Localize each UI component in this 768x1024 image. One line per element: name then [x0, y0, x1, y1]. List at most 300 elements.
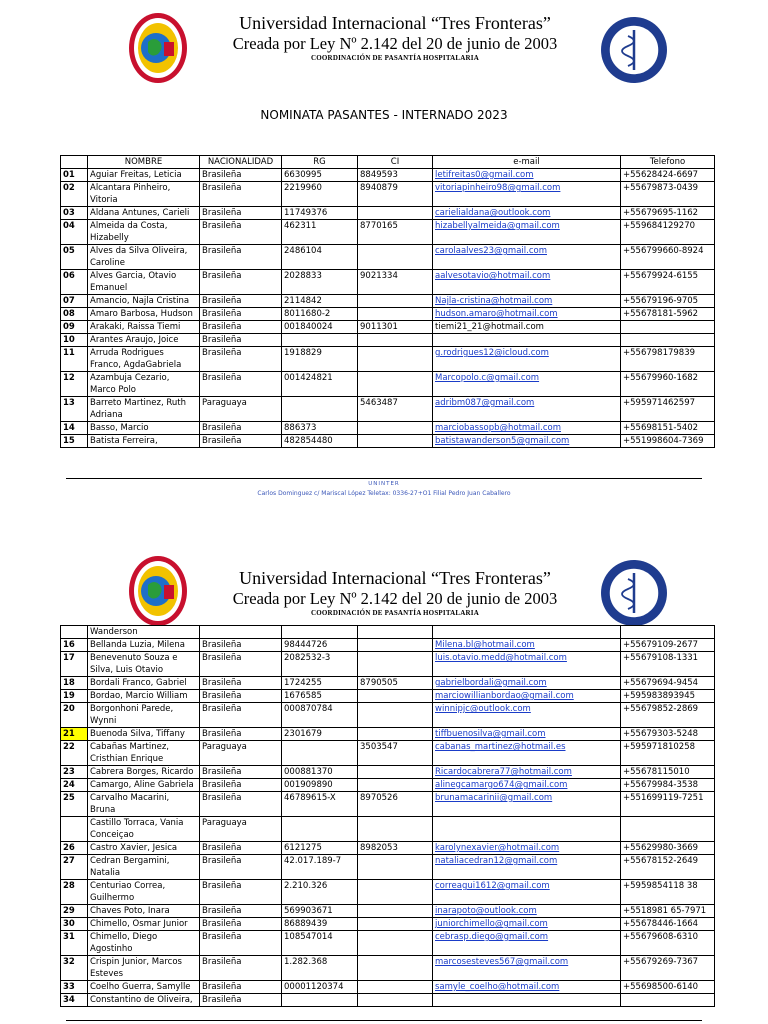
- nationality: Brasileña: [200, 792, 282, 817]
- email-link[interactable]: adribm087@gmail.com: [433, 397, 621, 422]
- row-number: 05: [61, 245, 88, 270]
- rg-number: [282, 626, 358, 639]
- phone-number: +595983893945: [621, 690, 715, 703]
- row-number: 33: [61, 981, 88, 994]
- ci-number: [358, 372, 433, 397]
- email-link[interactable]: tiemi21_21@hotmail.com: [433, 321, 621, 334]
- email-link[interactable]: cebrasp.diego@gmail.com: [433, 931, 621, 956]
- row-number: 30: [61, 918, 88, 931]
- intern-name: Bellanda Luzia, Milena: [88, 639, 200, 652]
- intern-name: Alves da Silva Oliveira, Caroline: [88, 245, 200, 270]
- ci-number: [358, 295, 433, 308]
- rg-number: 001424821: [282, 372, 358, 397]
- row-number: 15: [61, 435, 88, 448]
- intern-name: Chimello, Diego Agostinho: [88, 931, 200, 956]
- email-link[interactable]: letifreitas0@gmail.com: [433, 169, 621, 182]
- nationality: Brasileña: [200, 639, 282, 652]
- rg-number: 108547014: [282, 931, 358, 956]
- rg-number: 1724255: [282, 677, 358, 690]
- intern-name: Amancio, Najla Cristina: [88, 295, 200, 308]
- rg-number: 11749376: [282, 207, 358, 220]
- rg-number: 569903671: [282, 905, 358, 918]
- intern-name: Aguiar Freitas, Leticia: [88, 169, 200, 182]
- nationality: Brasileña: [200, 321, 282, 334]
- phone-number: +55679694-9454: [621, 677, 715, 690]
- footer-org: UNINTER: [368, 481, 400, 487]
- nationality: Brasileña: [200, 918, 282, 931]
- email-link[interactable]: hudson.amaro@hotmail.com: [433, 308, 621, 321]
- table-row: [61, 245, 715, 270]
- ci-number: [358, 956, 433, 981]
- ci-number: 8940879: [358, 182, 433, 207]
- table-row: [61, 779, 715, 792]
- email-link[interactable]: Najla-cristina@hotmail.com: [433, 295, 621, 308]
- intern-name: Basso, Marcio: [88, 422, 200, 435]
- email-link[interactable]: brunamacarinii@gmail.com: [433, 792, 621, 817]
- rg-number: 2028833: [282, 270, 358, 295]
- phone-number: +55679695-1162: [621, 207, 715, 220]
- ci-number: [358, 690, 433, 703]
- phone-number: +55679303-5248: [621, 728, 715, 741]
- email-link[interactable]: correagui1612@gmail.com: [433, 880, 621, 905]
- table-row: [61, 690, 715, 703]
- email-link[interactable]: aalvesotavio@hotmail.com: [433, 270, 621, 295]
- email-link: [433, 817, 621, 842]
- nationality: Brasileña: [200, 270, 282, 295]
- phone-number: +55679196-9705: [621, 295, 715, 308]
- nationality: Brasileña: [200, 169, 282, 182]
- rg-number: 2.210.326: [282, 880, 358, 905]
- row-number: 14: [61, 422, 88, 435]
- phone-number: +55679852-2869: [621, 703, 715, 728]
- email-link[interactable]: marciobassopb@hotmail.com: [433, 422, 621, 435]
- email-link[interactable]: winnipjc@outlook.com: [433, 703, 621, 728]
- medical-seal-logo: [600, 16, 668, 84]
- rg-number: 1.282.368: [282, 956, 358, 981]
- phone-number: +55628424-6697: [621, 169, 715, 182]
- phone-number: +5959854118 38: [621, 880, 715, 905]
- ci-number: [358, 817, 433, 842]
- nationality: Paraguaya: [200, 397, 282, 422]
- medical-seal-logo: [600, 559, 668, 627]
- phone-number: +55679608-6310: [621, 931, 715, 956]
- row-number: 32: [61, 956, 88, 981]
- row-number: 17: [61, 652, 88, 677]
- ci-number: [358, 308, 433, 321]
- creation-law: Creada por Ley Nº 2.142 del 20 de junio de 2003: [232, 589, 558, 608]
- table-row: [61, 728, 715, 741]
- intern-name: Batista Ferreira,: [88, 435, 200, 448]
- intern-name: Alcantara Pinheiro, Vitoria: [88, 182, 200, 207]
- row-number: 34: [61, 994, 88, 1007]
- table-row: [61, 766, 715, 779]
- email-link[interactable]: karolynexavier@hotmail.com: [433, 842, 621, 855]
- table-row: [61, 347, 715, 372]
- email-link[interactable]: inarapoto@outlook.com: [433, 905, 621, 918]
- phone-number: [621, 817, 715, 842]
- rg-number: [282, 741, 358, 766]
- intern-name: Barreto Martinez, Ruth Adriana: [88, 397, 200, 422]
- ci-number: [358, 905, 433, 918]
- nationality: Brasileña: [200, 855, 282, 880]
- ci-number: [358, 435, 433, 448]
- row-number: 11: [61, 347, 88, 372]
- row-number: 10: [61, 334, 88, 347]
- rg-number: 482854480: [282, 435, 358, 448]
- rg-number: [282, 397, 358, 422]
- table-row: [61, 956, 715, 981]
- intern-name: Chaves Poto, Inara: [88, 905, 200, 918]
- header-block-page-2: [200, 567, 590, 618]
- table-row: [61, 905, 715, 918]
- col-header-nationality: NACIONALIDAD: [200, 156, 282, 169]
- table-row: [61, 855, 715, 880]
- table-row: [61, 422, 715, 435]
- phone-number: +55698500-6140: [621, 981, 715, 994]
- phone-number: [621, 321, 715, 334]
- ci-number: [358, 880, 433, 905]
- nationality: [200, 626, 282, 639]
- email-link[interactable]: hizabellyalmeida@gmail.com: [433, 220, 621, 245]
- phone-number: +559684129270: [621, 220, 715, 245]
- ci-number: 9011301: [358, 321, 433, 334]
- row-number: 25: [61, 792, 88, 817]
- nationality: Brasileña: [200, 295, 282, 308]
- email-link: [433, 334, 621, 347]
- coordination-label: COORDINACIÓN DE PASANTÍA HOSPITALARIA: [311, 609, 479, 617]
- rg-number: 2486104: [282, 245, 358, 270]
- table-row: [61, 880, 715, 905]
- nationality: Paraguaya: [200, 741, 282, 766]
- rg-number: 886373: [282, 422, 358, 435]
- row-number: 21: [61, 728, 88, 741]
- email-link[interactable]: tiffbuenosilva@gmail.com: [433, 728, 621, 741]
- row-number: 24: [61, 779, 88, 792]
- intern-name: Arantes Araujo, Joice: [88, 334, 200, 347]
- rg-number: 46789615-X: [282, 792, 358, 817]
- col-header-name: NOMBRE: [88, 156, 200, 169]
- email-link[interactable]: Marcopolo.c@gmail.com: [433, 372, 621, 397]
- email-link[interactable]: cabanas_martinez@hotmail.es: [433, 741, 621, 766]
- row-number: 29: [61, 905, 88, 918]
- ci-number: [358, 931, 433, 956]
- nationality: Brasileña: [200, 245, 282, 270]
- ci-number: [358, 728, 433, 741]
- coordination-label: COORDINACIÓN DE PASANTÍA HOSPITALARIA: [311, 54, 479, 62]
- phone-number: +55679924-6155: [621, 270, 715, 295]
- ci-number: [358, 766, 433, 779]
- row-number: 06: [61, 270, 88, 295]
- table-row: [61, 817, 715, 842]
- intern-name: Carvalho Macarini, Bruna: [88, 792, 200, 817]
- nationality: Brasileña: [200, 905, 282, 918]
- ci-number: [358, 779, 433, 792]
- nationality: Brasileña: [200, 931, 282, 956]
- nationality: Brasileña: [200, 880, 282, 905]
- row-number: [61, 626, 88, 639]
- rg-number: 2082532-3: [282, 652, 358, 677]
- rg-number: 000870784: [282, 703, 358, 728]
- phone-number: +55698151-5402: [621, 422, 715, 435]
- ci-number: [358, 422, 433, 435]
- nationality: Brasileña: [200, 308, 282, 321]
- page-bottom-divider: [66, 1020, 702, 1021]
- col-header-number: [61, 156, 88, 169]
- nationality: Brasileña: [200, 690, 282, 703]
- intern-name: Benevenuto Souza e Silva, Luis Otavio: [88, 652, 200, 677]
- table-row: [61, 703, 715, 728]
- intern-name: Cabañas Martinez, Cristhian Enrique: [88, 741, 200, 766]
- intern-name: Bordali Franco, Gabriel: [88, 677, 200, 690]
- row-number: 16: [61, 639, 88, 652]
- col-header-phone: Telefono: [621, 156, 715, 169]
- row-number: 28: [61, 880, 88, 905]
- email-link[interactable]: g.rodrigues12@icloud.com: [433, 347, 621, 372]
- row-number: 08: [61, 308, 88, 321]
- row-number: 07: [61, 295, 88, 308]
- rg-number: 8011680-2: [282, 308, 358, 321]
- nationality: Brasileña: [200, 334, 282, 347]
- email-link[interactable]: marcosesteves567@gmail.com: [433, 956, 621, 981]
- row-number: [61, 817, 88, 842]
- nationality: Brasileña: [200, 981, 282, 994]
- row-number: 22: [61, 741, 88, 766]
- rg-number: 001840024: [282, 321, 358, 334]
- nationality: Brasileña: [200, 372, 282, 397]
- table-row: [61, 220, 715, 245]
- ci-number: [358, 347, 433, 372]
- email-link[interactable]: marciowillianbordao@gmail.com: [433, 690, 621, 703]
- phone-number: +556799660-8924: [621, 245, 715, 270]
- table-row: [61, 397, 715, 422]
- email-link[interactable]: Ricardocabrera77@hotmail.com: [433, 766, 621, 779]
- rg-number: 2219960: [282, 182, 358, 207]
- phone-number: +55679108-1331: [621, 652, 715, 677]
- phone-number: +55678181-5962: [621, 308, 715, 321]
- rg-number: 462311: [282, 220, 358, 245]
- intern-name: Almeida da Costa, Hizabelly: [88, 220, 200, 245]
- row-number: 01: [61, 169, 88, 182]
- email-link[interactable]: gabrielbordali@gmail.com: [433, 677, 621, 690]
- rg-number: 1676585: [282, 690, 358, 703]
- email-link[interactable]: vitoriapinheiro98@gmail.com: [433, 182, 621, 207]
- phone-number: +551998604-7369: [621, 435, 715, 448]
- row-number: 13: [61, 397, 88, 422]
- ci-number: 8982053: [358, 842, 433, 855]
- email-link[interactable]: carielialdana@outlook.com: [433, 207, 621, 220]
- creation-law: Creada por Ley Nº 2.142 del 20 de junio de 2003: [232, 34, 558, 53]
- ci-number: [358, 703, 433, 728]
- intern-name: Arakaki, Raissa Tiemi: [88, 321, 200, 334]
- phone-number: [621, 626, 715, 639]
- row-number: 12: [61, 372, 88, 397]
- intern-name: Cedran Bergamini, Natalia: [88, 855, 200, 880]
- rg-number: 001909890: [282, 779, 358, 792]
- table-row: [61, 931, 715, 956]
- table-row: [61, 270, 715, 295]
- nationality: Brasileña: [200, 220, 282, 245]
- table-row: [61, 334, 715, 347]
- row-number: 26: [61, 842, 88, 855]
- phone-number: +55679960-1682: [621, 372, 715, 397]
- table-row: [61, 918, 715, 931]
- nationality: Brasileña: [200, 994, 282, 1007]
- table-row: [61, 372, 715, 397]
- nationality: Brasileña: [200, 207, 282, 220]
- col-header-ci: CI: [358, 156, 433, 169]
- intern-name: Castro Xavier, Jesica: [88, 842, 200, 855]
- table-row: [61, 842, 715, 855]
- intern-name: Borgonhoni Parede, Wynni: [88, 703, 200, 728]
- table-row: [61, 741, 715, 766]
- email-link[interactable]: carolaalves23@gmail.com: [433, 245, 621, 270]
- intern-name: Alves Garcia, Otavio Emanuel: [88, 270, 200, 295]
- ci-number: 5463487: [358, 397, 433, 422]
- email-link: [433, 626, 621, 639]
- phone-number: +55679984-3538: [621, 779, 715, 792]
- ci-number: 8849593: [358, 169, 433, 182]
- phone-number: +5518981 65-7971: [621, 905, 715, 918]
- intern-name: Constantino de Oliveira,: [88, 994, 200, 1007]
- nationality: Brasileña: [200, 435, 282, 448]
- phone-number: +55678152-2649: [621, 855, 715, 880]
- rg-number: 6630995: [282, 169, 358, 182]
- intern-name: Coelho Guerra, Samylle: [88, 981, 200, 994]
- header-block: [200, 12, 590, 63]
- intern-name: Chimello, Osmar Junior: [88, 918, 200, 931]
- rg-number: [282, 334, 358, 347]
- intern-name: Castillo Torraca, Vania Conceiçao: [88, 817, 200, 842]
- university-name: Universidad Internacional “Tres Fronteras”: [239, 568, 551, 588]
- ci-number: 8770165: [358, 220, 433, 245]
- rg-number: 6121275: [282, 842, 358, 855]
- email-link[interactable]: luis.otavio.medd@hotmail.com: [433, 652, 621, 677]
- ci-number: [358, 994, 433, 1007]
- university-seal-logo: [128, 12, 188, 84]
- nationality: Brasileña: [200, 728, 282, 741]
- nationality: Brasileña: [200, 677, 282, 690]
- intern-name: Azambuja Cezario, Marco Polo: [88, 372, 200, 397]
- rg-number: 98444726: [282, 639, 358, 652]
- nationality: Brasileña: [200, 779, 282, 792]
- interns-table-page-2: [60, 625, 715, 1007]
- ci-number: [358, 207, 433, 220]
- row-number: 18: [61, 677, 88, 690]
- ci-number: [358, 639, 433, 652]
- ci-number: 9021334: [358, 270, 433, 295]
- rg-number: [282, 817, 358, 842]
- email-link: [433, 994, 621, 1007]
- table-row: [61, 981, 715, 994]
- email-link[interactable]: alinegcamargo674@gmail.com: [433, 779, 621, 792]
- footer-address: Carlos Dominguez c/ Mariscal López Teletax: 0336-27+O1 Filial Pedro Juan Caballero: [257, 490, 511, 497]
- university-name: Universidad Internacional “Tres Fronteras”: [239, 13, 551, 33]
- table-row: [61, 169, 715, 182]
- ci-number: [358, 245, 433, 270]
- intern-name: Buenoda Silva, Tiffany: [88, 728, 200, 741]
- phone-number: +55678446-1664: [621, 918, 715, 931]
- intern-name: Arruda Rodrigues Franco, AgdaGabriela: [88, 347, 200, 372]
- intern-name: Cabrera Borges, Ricardo: [88, 766, 200, 779]
- intern-name: Centuriao Correa, Guilhermo: [88, 880, 200, 905]
- document-title: NOMINATA PASANTES - INTERNADO 2023: [260, 108, 508, 122]
- intern-name: Camargo, Aline Gabriela: [88, 779, 200, 792]
- table-row: [61, 994, 715, 1007]
- row-number: 04: [61, 220, 88, 245]
- row-number: 20: [61, 703, 88, 728]
- email-link[interactable]: samyle_coelho@hotmail.com: [433, 981, 621, 994]
- phone-number: +595971462597: [621, 397, 715, 422]
- university-seal-logo: [128, 555, 188, 627]
- phone-number: +551699119-7251: [621, 792, 715, 817]
- table-row: [61, 677, 715, 690]
- ci-number: [358, 918, 433, 931]
- interns-table-page-1: [60, 155, 715, 448]
- rg-number: 00001120374: [282, 981, 358, 994]
- row-number: 27: [61, 855, 88, 880]
- footer-divider: [66, 478, 702, 479]
- col-header-email: e-mail: [433, 156, 621, 169]
- intern-name: Bordao, Marcio William: [88, 690, 200, 703]
- nationality: Brasileña: [200, 182, 282, 207]
- table-row: [61, 435, 715, 448]
- rg-number: [282, 994, 358, 1007]
- phone-number: +55679873-0439: [621, 182, 715, 207]
- email-link[interactable]: Milena.bl@hotmail.com: [433, 639, 621, 652]
- ci-number: [358, 334, 433, 347]
- rg-number: 2114842: [282, 295, 358, 308]
- row-number: 03: [61, 207, 88, 220]
- email-link[interactable]: juniorchimello@gmail.com: [433, 918, 621, 931]
- phone-number: +595971810258: [621, 741, 715, 766]
- row-number: 31: [61, 931, 88, 956]
- nationality: Brasileña: [200, 703, 282, 728]
- email-link[interactable]: nataliacedran12@gmail.com: [433, 855, 621, 880]
- nationality: Paraguaya: [200, 817, 282, 842]
- ci-number: 3503547: [358, 741, 433, 766]
- table-row: [61, 182, 715, 207]
- phone-number: +55678115010: [621, 766, 715, 779]
- table-row: [61, 321, 715, 334]
- intern-name: Amaro Barbosa, Hudson: [88, 308, 200, 321]
- row-number: 09: [61, 321, 88, 334]
- nationality: Brasileña: [200, 766, 282, 779]
- nationality: Brasileña: [200, 956, 282, 981]
- ci-number: [358, 652, 433, 677]
- rg-number: 000881370: [282, 766, 358, 779]
- table-row: [61, 639, 715, 652]
- rg-number: 1918829: [282, 347, 358, 372]
- phone-number: +55679109-2677: [621, 639, 715, 652]
- table-row: [61, 207, 715, 220]
- rg-number: 86889439: [282, 918, 358, 931]
- ci-number: 8790505: [358, 677, 433, 690]
- ci-number: [358, 626, 433, 639]
- table-row: [61, 308, 715, 321]
- intern-name: Aldana Antunes, Carieli: [88, 207, 200, 220]
- phone-number: +556798179839: [621, 347, 715, 372]
- table-row: [61, 652, 715, 677]
- intern-name: Crispin Junior, Marcos Esteves: [88, 956, 200, 981]
- email-link[interactable]: batistawanderson5@gmail.com: [433, 435, 621, 448]
- rg-number: 42.017.189-7: [282, 855, 358, 880]
- ci-number: [358, 981, 433, 994]
- rg-number: 2301679: [282, 728, 358, 741]
- table-header-row: [61, 156, 715, 169]
- phone-number: [621, 334, 715, 347]
- intern-name: Wanderson: [88, 626, 200, 639]
- table-row: [61, 295, 715, 308]
